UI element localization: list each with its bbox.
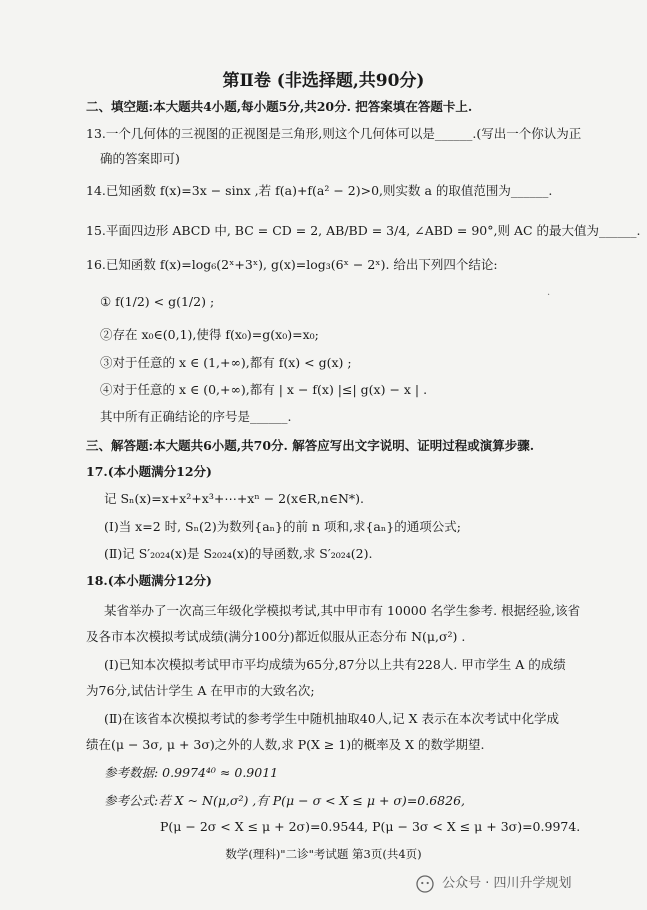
- question-16-answer-prompt: 其中所有正确结论的序号是______.: [100, 409, 292, 424]
- question-16-option-4: ④对于任意的 x ∈ (0,+∞),都有 | x − f(x) |≤| g(x) − x | .: [100, 382, 428, 397]
- question-17-definition: 记 Sₙ(x)=x+x²+x³+⋯+xⁿ − 2(x∈R,n∈N*).: [104, 491, 365, 506]
- reference-formula-2: P(μ − 2σ < X ≤ μ + 2σ)=0.9544, P(μ − 3σ < X ≤ μ + 3σ)=0.9974.: [160, 819, 581, 834]
- question-18-header: 18.(本小题满分12分): [86, 573, 212, 588]
- reference-data: 参考数据: 0.9974⁴⁰ ≈ 0.9011: [104, 765, 279, 780]
- wechat-icon: [416, 875, 434, 893]
- question-16: 16.已知函数 f(x)=log₆(2ˣ+3ˣ), g(x)=log₃(6ˣ − 2ˣ). 给出下列四个结论:: [86, 257, 498, 272]
- question-18-part-1-line-2: 为76分,试估计学生 A 在甲市的大致名次;: [86, 683, 315, 698]
- question-17-part-1: (Ⅰ)当 x=2 时, Sₙ(2)为数列{aₙ}的前 n 项和,求{aₙ}的通项公式;: [104, 519, 461, 534]
- stray-mark: ·: [547, 290, 551, 301]
- section-title: 第Ⅱ卷 (非选择题,共90分): [222, 71, 425, 91]
- question-14: 14.已知函数 f(x)=3x − sinx ,若 f(a)+f(a² − 2)>0,则实数 a 的取值范围为______.: [86, 183, 553, 198]
- question-18-part-1-line-1: (Ⅰ)已知本次模拟考试甲市平均成绩为65分,87分以上共有228人. 甲市学生 A 的成绩: [104, 657, 566, 672]
- watermark-text: 公众号 · 四川升学规划: [442, 876, 572, 891]
- question-17-header: 17.(本小题满分12分): [86, 464, 212, 479]
- question-13-line-1: 13.一个几何体的三视图的正视图是三角形,则这个几何体可以是______.(写出一个你认为正: [86, 126, 582, 141]
- question-17-part-2: (Ⅱ)记 S′₂₀₂₄(x)是 S₂₀₂₄(x)的导函数,求 S′₂₀₂₄(2).: [104, 546, 373, 561]
- solution-header: 三、解答题:本大题共6小题,共70分. 解答应写出文字说明、证明过程或演算步骤.: [86, 438, 535, 453]
- question-16-option-2: ②存在 x₀∈(0,1),使得 f(x₀)=g(x₀)=x₀;: [100, 327, 319, 342]
- question-18-part-2-line-2: 绩在(μ − 3σ, μ + 3σ)之外的人数,求 P(X ≥ 1)的概率及 X 的数学期望.: [86, 737, 485, 752]
- question-18-paragraph-2: 及各市本次模拟考试成绩(满分100分)都近似服从正态分布 N(μ,σ²) .: [86, 629, 466, 644]
- fill-blank-header: 二、填空题:本大题共4小题,每小题5分,共20分. 把答案填在答题卡上.: [86, 99, 473, 114]
- question-18-paragraph-1: 某省举办了一次高三年级化学模拟考试,其中甲市有 10000 名学生参考. 根据经验,该省: [104, 603, 581, 618]
- wechat-watermark: [416, 872, 572, 893]
- reference-formula-1: 参考公式:若 X ~ N(μ,σ²) ,有 P(μ − σ < X ≤ μ + σ)=0.6826,: [104, 793, 465, 808]
- question-13-line-2: 确的答案即可): [100, 151, 180, 166]
- page-footer: 数学(理科)"二诊"考试题 第3页(共4页): [225, 847, 422, 861]
- question-16-option-1: ① f(1/2) < g(1/2) ;: [100, 294, 215, 309]
- question-18-part-2-line-1: (Ⅱ)在该省本次模拟考试的参考学生中随机抽取40人,记 X 表示在本次考试中化学成: [104, 711, 559, 726]
- question-15: 15.平面四边形 ABCD 中, BC = CD = 2, AB/BD = 3/4, ∠ABD = 90°,则 AC 的最大值为______.: [86, 223, 641, 238]
- question-16-option-3: ③对于任意的 x ∈ (1,+∞),都有 f(x) < g(x) ;: [100, 355, 352, 370]
